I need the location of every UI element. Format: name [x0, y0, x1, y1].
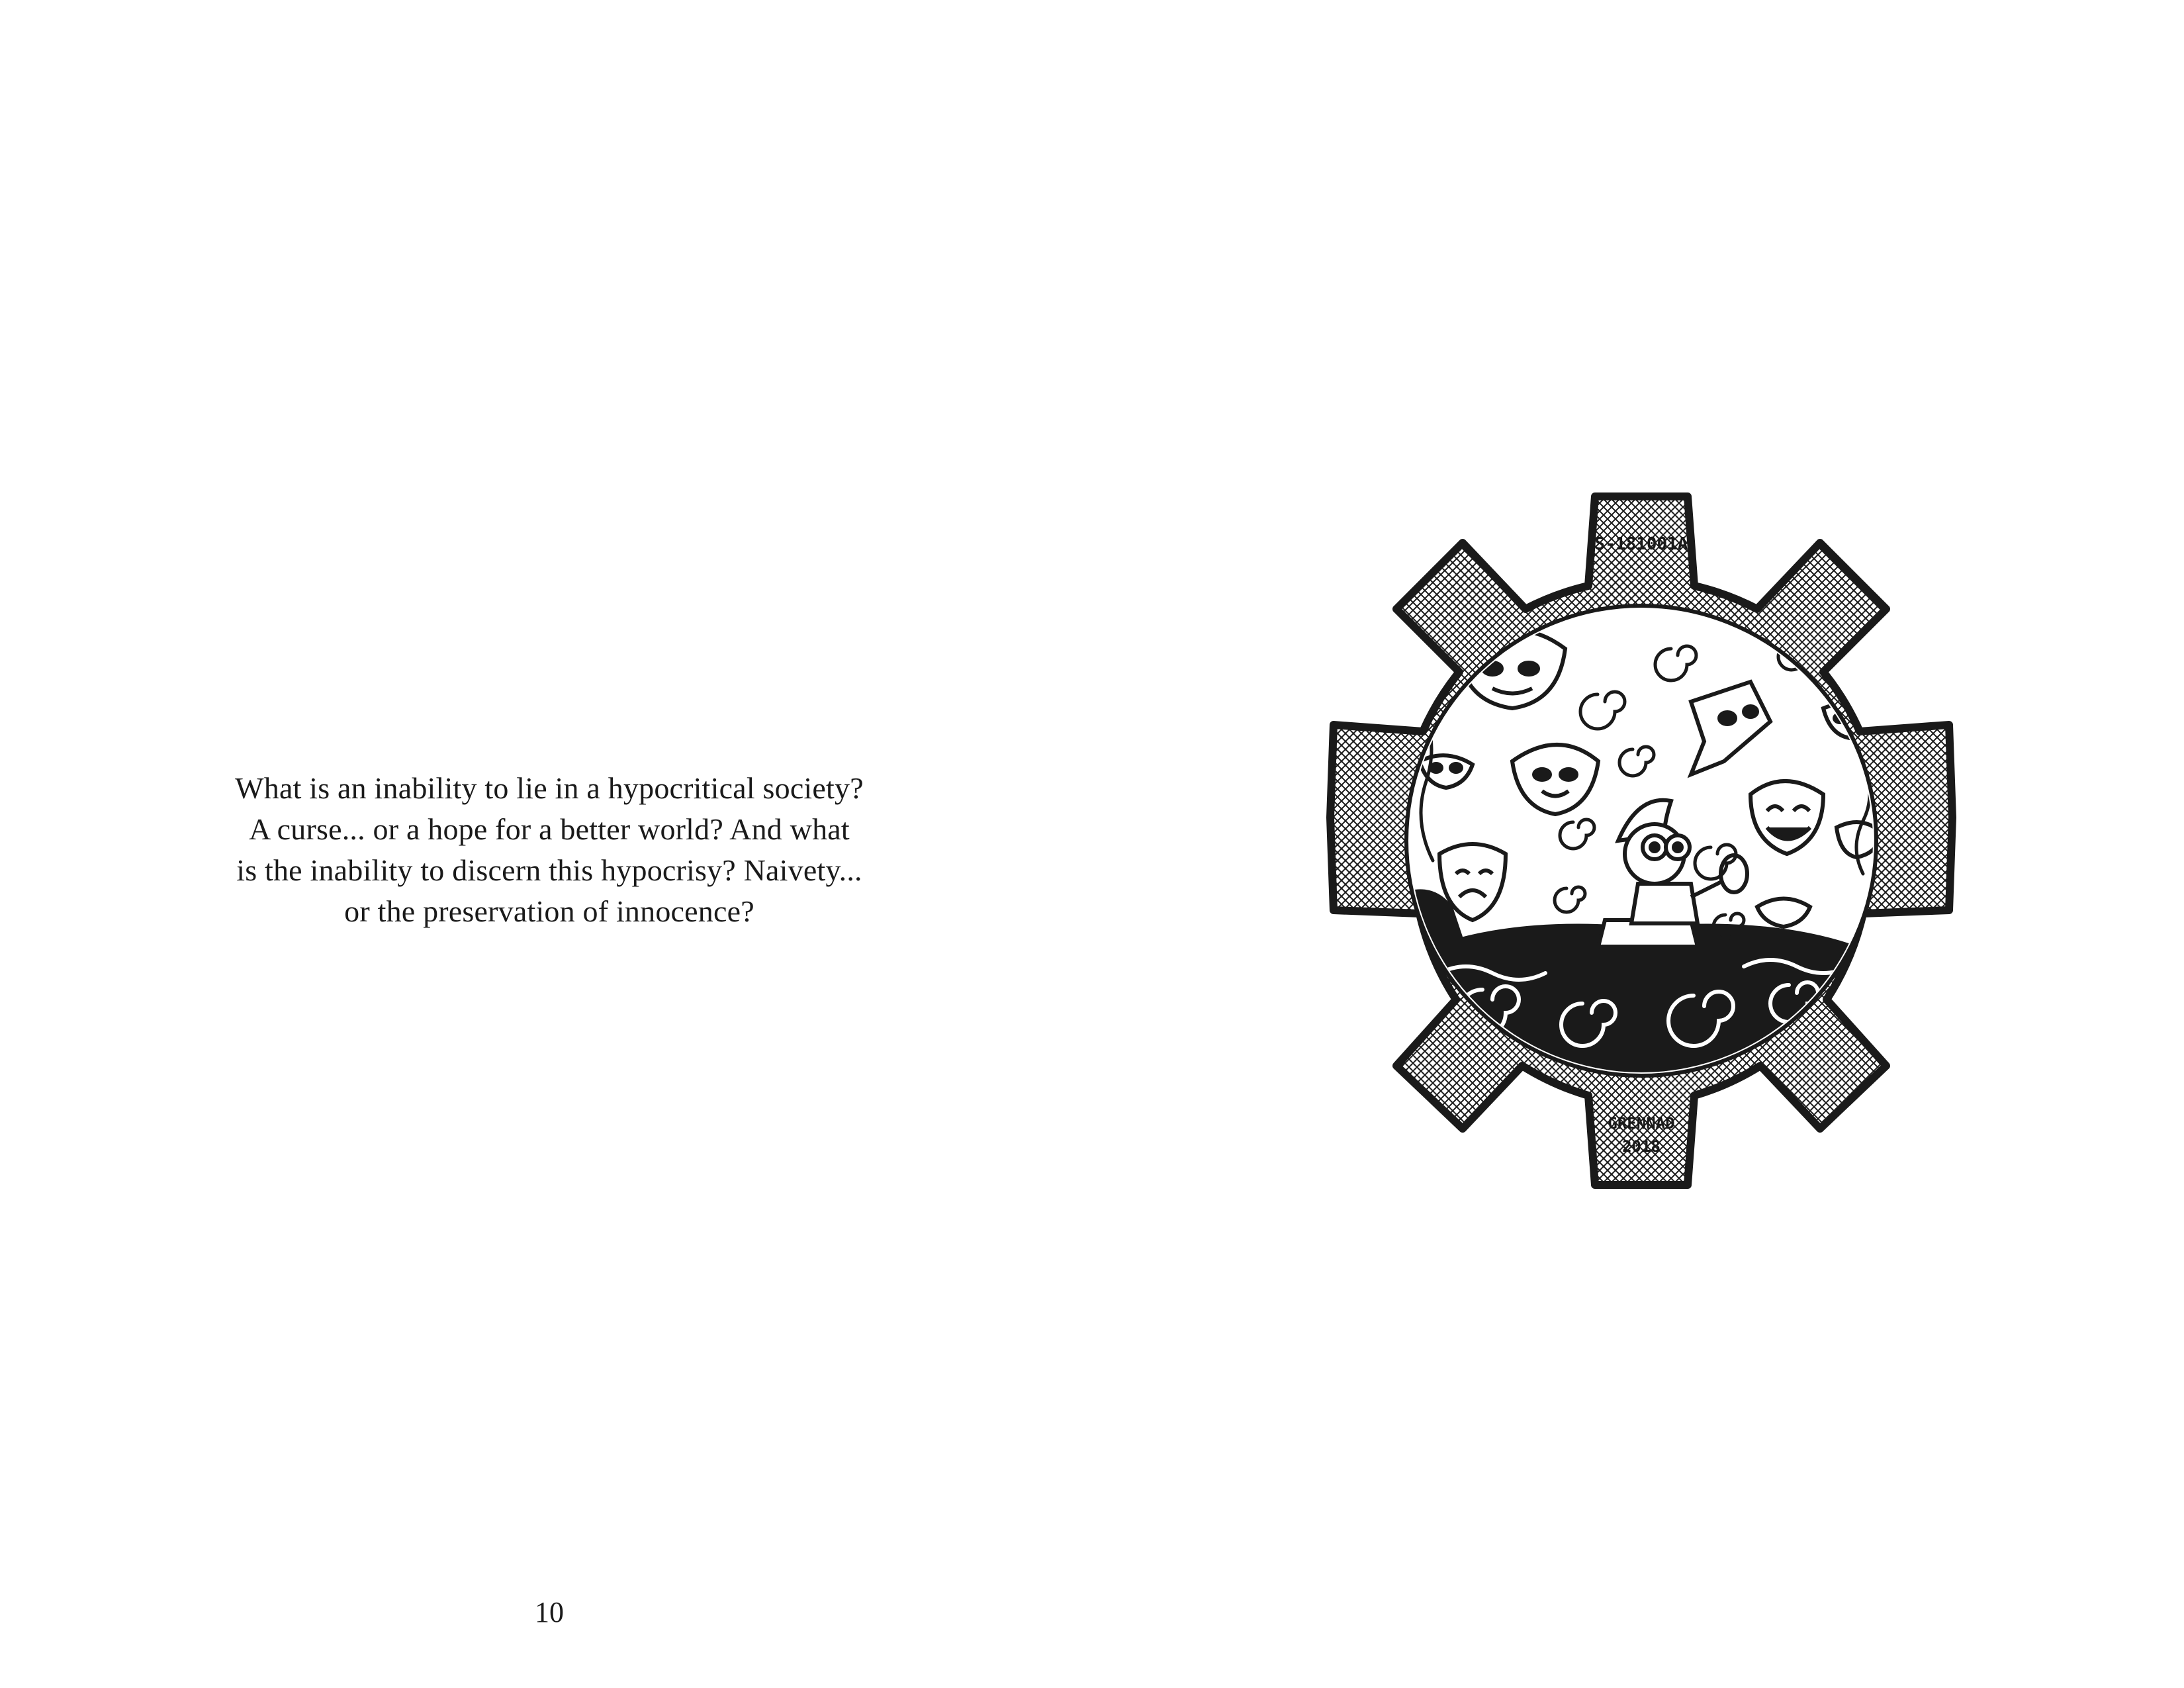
- right-page: [1092, 0, 2184, 1688]
- poem-line: A curse... or a hope for a better world? And what: [249, 812, 850, 846]
- poem-paragraph: [199, 768, 900, 932]
- poem-line: or the preservation of innocence?: [344, 894, 754, 928]
- artist-signature: GRENNAD: [1608, 1114, 1675, 1133]
- artwork-year: 2018: [1622, 1137, 1661, 1156]
- page-number: 10: [535, 1596, 564, 1628]
- tooth-code: S-181001A: [1594, 534, 1688, 554]
- gear-illustration-icon: [1294, 483, 1989, 1198]
- poem-line: What is an inability to lie in a hypocritical society?: [235, 771, 864, 805]
- poem-line: is the inability to discern this hypocrisy? Naivety...: [236, 853, 862, 887]
